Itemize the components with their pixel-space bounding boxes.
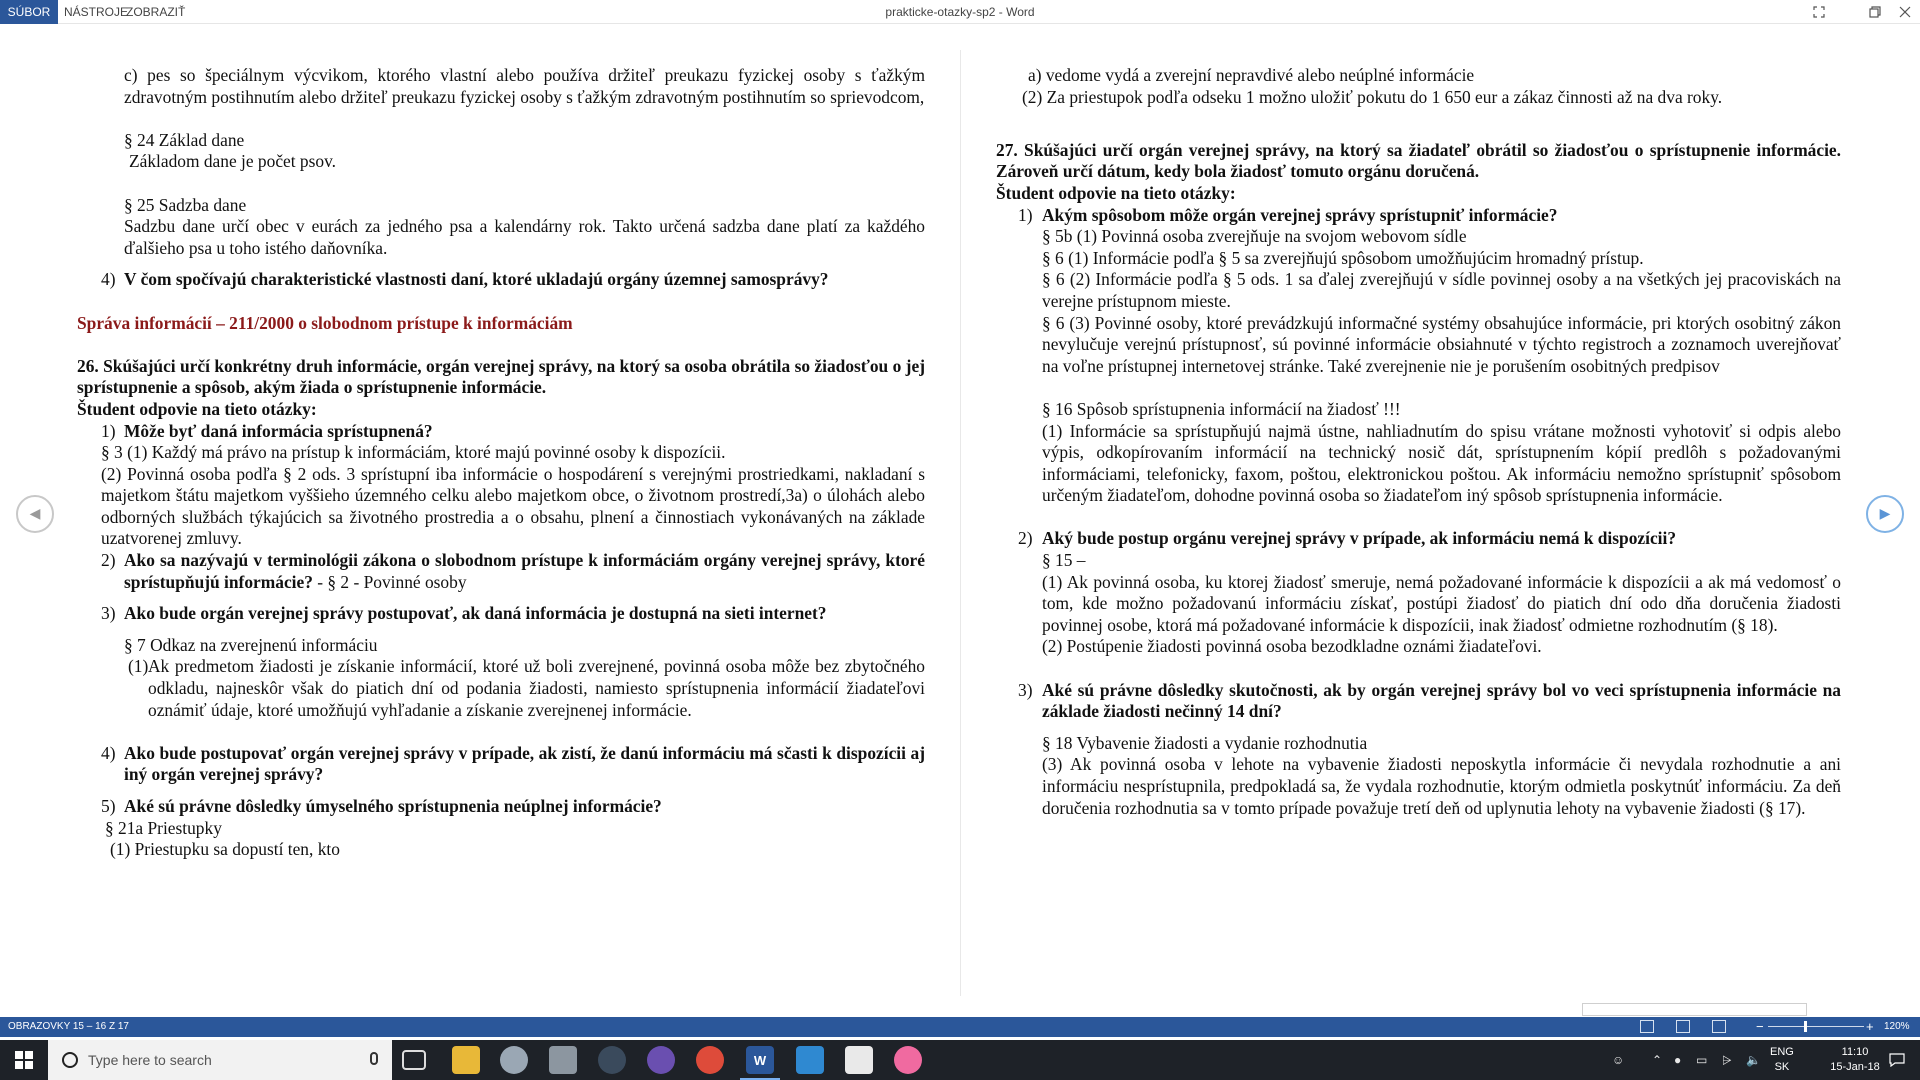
question-item: 3) Ako bude orgán verejnej správy postupovať, ak daná informácia je dostupná na sieti internet? bbox=[101, 603, 827, 624]
paragraph: § 15 – bbox=[1042, 550, 1086, 571]
app-icon[interactable] bbox=[500, 1046, 528, 1074]
section-heading: § 18 Vybavenie žiadosti a vydanie rozhodnutia bbox=[1042, 732, 1368, 753]
paragraph: (2) Postúpenie žiadosti povinná osoba bezodkladne oznámi žiadateľovi. bbox=[1042, 636, 1542, 657]
chevron-up-icon[interactable]: ⌃ bbox=[1652, 1053, 1663, 1067]
start-button[interactable] bbox=[0, 1040, 48, 1080]
tools-tab[interactable]: NÁSTROJE bbox=[64, 5, 129, 19]
clock[interactable]: 11:10 15-Jan-18 bbox=[1830, 1046, 1880, 1073]
search-placeholder: Type here to search bbox=[88, 1052, 212, 1068]
right-page bbox=[996, 65, 1841, 819]
windows-logo-icon bbox=[15, 1051, 33, 1069]
document-area[interactable] bbox=[0, 24, 1920, 1014]
zoom-in-button[interactable]: + bbox=[1866, 1019, 1874, 1034]
question-item: 1) Akým spôsobom môže orgán verejnej správy sprístupniť informácie? bbox=[1018, 204, 1558, 225]
read-mode-icon[interactable] bbox=[1640, 1020, 1654, 1033]
paragraph: (1) Ak povinná osoba, ku ktorej žiadosť smeruje, nemá požadované informácie k dispozícii a ak má vedomosť o tom, kde možno požadovanú informáciu získať, postúpi žiadosť do piatich dní odo dňa doručenia žiadosti povinnej osobe, ktorá má požadované informácie k dispozícii, inak žiadosť odmietne rozhodnutím (§ 18). bbox=[1042, 571, 1841, 635]
list-item: (1) Ak predmetom žiadosti je získanie informácií, ktoré už boli zverejnené, povinná osoba môže bez zbytočného odkladu, najneskôr však do piatich dní od podania žiadosti, namiesto sprístupnenia informácií žiadateľovi oznámiť údaje, ktoré umožňujú vyhľadanie a získanie zverejnenej informácie. bbox=[128, 656, 925, 720]
file-tab[interactable]: SÚBOR bbox=[0, 0, 58, 24]
tray-app-icon[interactable]: ● bbox=[1674, 1053, 1682, 1067]
close-icon[interactable] bbox=[1896, 3, 1914, 21]
steam-icon[interactable] bbox=[598, 1046, 626, 1074]
paragraph: (1) Informácie sa sprístupňujú najmä ústne, nahliadnutím do spisu vrátane možnosti vyhotoviť si odpis alebo výpis, odkopírovaním informácií na technický nosič dát, sprístupnením kópií predlôh s požadovanými informáciami, telefonicky, faxom, poštou, elektronickou poštou. Ak informáciu nemožno sprístupniť spôsobom určeným žiadateľom, dohodne povinná osoba so žiadateľom iný spôsob sprístupnenia informácie. bbox=[1042, 420, 1841, 506]
zoom-level[interactable]: 120% bbox=[1884, 1021, 1910, 1032]
student-line: Študent odpovie na tieto otázky: bbox=[77, 398, 317, 419]
app-icon[interactable] bbox=[549, 1046, 577, 1074]
taskbar-search[interactable] bbox=[48, 1040, 392, 1080]
chevron-left-icon: ◀ bbox=[29, 506, 41, 522]
paragraph: a) vedome vydá a zverejní nepravdivé alebo neúplné informácie bbox=[1028, 65, 1475, 85]
paragraph: § 6 (3) Povinné osoby, ktoré prevádzkujú informačné systémy obsahujúce informácie, pri ktorých osobitný zákon nevylučuje verejnú prístupnosť, sú povinné informácie obsiahnuté v týchto registroch a zoznamoch uverejňovať na voľne prístupnej internetovej stránke. Také zverejnenie nie je porušením osobitných predpisov bbox=[1042, 312, 1841, 376]
page-indicator[interactable]: OBRAZOVKY 15 – 16 Z 17 bbox=[8, 1021, 129, 1032]
paragraph: c) pes so špeciálnym výcvikom, ktorého vlastní alebo používa držiteľ preukazu fyzickej osoby s ťažkým zdravotným postihnutím alebo držiteľ preukazu fyzickej osoby s ťažkým zdravotným postihnutím so sprievodcom, bbox=[124, 65, 925, 107]
previous-page-button[interactable] bbox=[16, 495, 54, 533]
question-item: 2) Aký bude postup orgánu verejnej správy v prípade, ak informáciu nemá k dispozícii? bbox=[1018, 528, 1677, 549]
action-center-icon[interactable] bbox=[1874, 1040, 1920, 1080]
document-title: prakticke-otazky-sp2 - Word bbox=[885, 5, 1035, 19]
paragraph: § 5b (1) Povinná osoba zverejňuje na svojom webovom sídle bbox=[1042, 226, 1467, 247]
view-tab[interactable]: ZOBRAZIŤ bbox=[126, 5, 186, 19]
cortana-icon bbox=[62, 1052, 78, 1068]
taskbar bbox=[0, 1040, 1920, 1080]
paragraph: § 3 (1) Každý má právo na prístup k informáciám, ktoré majú povinné osoby k dispozícii. bbox=[101, 442, 726, 463]
next-page-button[interactable] bbox=[1866, 495, 1904, 533]
question-item: 3) Aké sú právne dôsledky skutočnosti, ak by orgán verejnej správy bol vo veci sprístupnenia informácie na základe žiadosti nečinný 14 dní? bbox=[1018, 679, 1841, 722]
language-indicator[interactable]: ENG SK bbox=[1770, 1046, 1794, 1073]
left-page bbox=[77, 65, 925, 861]
paragraph: Sadzbu dane určí obec v eurách za jedného psa a kalendárny rok. Takto určená sadzba dane platí za každého ďalšieho psa u toho istého daňovníka. bbox=[124, 216, 925, 258]
question-intro: 26. Skúšajúci určí konkrétny druh informácie, orgán verejnej správy, na ktorý sa osoba obrátila so žiadosťou o jej sprístupnenie a spôsob, akým žiada o sprístupnenie informácie. bbox=[77, 355, 925, 398]
chevron-right-icon: ▶ bbox=[1879, 506, 1891, 522]
zoom-out-button[interactable]: − bbox=[1756, 1019, 1764, 1034]
paragraph: (3) Ak povinná osoba v lehote na vybavenie žiadosti neposkytla informácie či nevydala rozhodnutie a ani informáciu nesprístupnila, predpokladá sa, že vydala rozhodnutie, ktorým odmietla poskytnúť informáciu. Za deň doručenia rozhodnutia sa v tomto prípade považuje tretí deň od uplynutia lehoty na vybavenie žiadosti (§ 17). bbox=[1042, 754, 1841, 818]
chrome-icon[interactable] bbox=[696, 1046, 724, 1074]
battery-icon[interactable]: ▭ bbox=[1696, 1053, 1708, 1067]
section-heading: § 16 Spôsob sprístupnenia informácií na žiadosť !!! bbox=[1042, 398, 1401, 419]
mail-icon[interactable] bbox=[845, 1046, 873, 1074]
microphone-icon[interactable] bbox=[370, 1052, 378, 1065]
question-item: 2) Ako sa nazývajú v terminológii zákona o slobodnom prístupe k informáciám orgány verejnej správy, ktoré sprístupňujú informácie? - § 2 - Povinné osoby bbox=[101, 550, 925, 592]
student-line: Študent odpovie na tieto otázky: bbox=[996, 182, 1236, 203]
section-heading: § 7 Odkaz na zverejnenú informáciu bbox=[124, 634, 378, 655]
word-icon[interactable]: W bbox=[746, 1046, 774, 1074]
file-explorer-icon[interactable] bbox=[452, 1046, 480, 1074]
horizontal-scrollbar[interactable] bbox=[1582, 1003, 1807, 1016]
question-item: 4) Ako bude postupovať orgán verejnej správy v prípade, ak zistí, že danú informáciu má sčasti k dispozícii aj iný orgán verejnej správy? bbox=[101, 742, 925, 785]
section-heading: § 25 Sadzba dane bbox=[124, 194, 247, 215]
section-heading: § 21a Priestupky bbox=[105, 817, 222, 838]
question-item: 5) Aké sú právne dôsledky úmyselného sprístupnenia neúplnej informácie? bbox=[101, 796, 662, 816]
paragraph: (2) Za priestupok podľa odseku 1 možno uložiť pokutu do 1 650 eur a zákaz činnosti až na dva roky. bbox=[1022, 86, 1723, 107]
fullscreen-icon[interactable] bbox=[1810, 3, 1828, 21]
print-layout-icon[interactable] bbox=[1676, 1020, 1690, 1033]
web-layout-icon[interactable] bbox=[1712, 1020, 1726, 1033]
title-bar bbox=[0, 0, 1920, 24]
itunes-icon[interactable] bbox=[894, 1046, 922, 1074]
volume-icon[interactable]: 🔈 bbox=[1746, 1053, 1761, 1067]
zoom-slider-thumb[interactable] bbox=[1804, 1021, 1807, 1032]
status-bar bbox=[0, 1017, 1920, 1037]
paragraph: (1) Priestupku sa dopustí ten, kto bbox=[110, 839, 340, 860]
paragraph: (2) Povinná osoba podľa § 2 ods. 3 sprístupní iba informácie o hospodárení s verejnými prostriedkami, nakladaní s majetkom štátu majetkom vyššieho územného celku alebo majetkom obce, o životnom prostredí,3a) o úlohách alebo odborných službách týkajúcich sa životného prostredia a o obsahu, plnení a činnostiach vykonávaných na základe uzatvorenej zmluvy. bbox=[101, 463, 925, 549]
paragraph: Základom dane je počet psov. bbox=[129, 151, 337, 172]
paragraph: § 6 (2) Informácie podľa § 5 ods. 1 sa ďalej zverejňujú v sídle povinnej osoby a na všetkých jej pracoviskách na verejne prístupnom mieste. bbox=[1042, 269, 1841, 311]
page-divider bbox=[960, 50, 961, 996]
task-view-icon[interactable] bbox=[402, 1050, 426, 1070]
section-heading: § 24 Základ dane bbox=[124, 129, 245, 150]
wifi-icon[interactable]: ⩥ bbox=[1722, 1053, 1732, 1067]
app-icon[interactable] bbox=[796, 1046, 824, 1074]
question-item: 4) V čom spočívajú charakteristické vlastnosti daní, ktoré ukladajú orgány územnej samosprávy? bbox=[101, 269, 829, 290]
paragraph: § 6 (1) Informácie podľa § 5 sa zverejňujú spôsobom umožňujúcim hromadný prístup. bbox=[1042, 247, 1644, 268]
question-item: 1) Môže byť daná informácia sprístupnená? bbox=[101, 420, 433, 441]
section-title: Správa informácií – 211/2000 o slobodnom prístupe k informáciám bbox=[77, 312, 573, 333]
zoom-slider[interactable] bbox=[1768, 1026, 1864, 1027]
restore-icon[interactable] bbox=[1866, 3, 1884, 21]
app-icon[interactable] bbox=[647, 1046, 675, 1074]
question-intro: 27. Skúšajúci určí orgán verejnej správy, na ktorý sa žiadateľ obrátil so žiadosťou o sprístupnenie informácie. Zároveň určí dátum, kedy bola žiadosť tomuto orgánu doručená. bbox=[996, 139, 1841, 182]
people-icon[interactable]: ☺ bbox=[1612, 1053, 1625, 1067]
